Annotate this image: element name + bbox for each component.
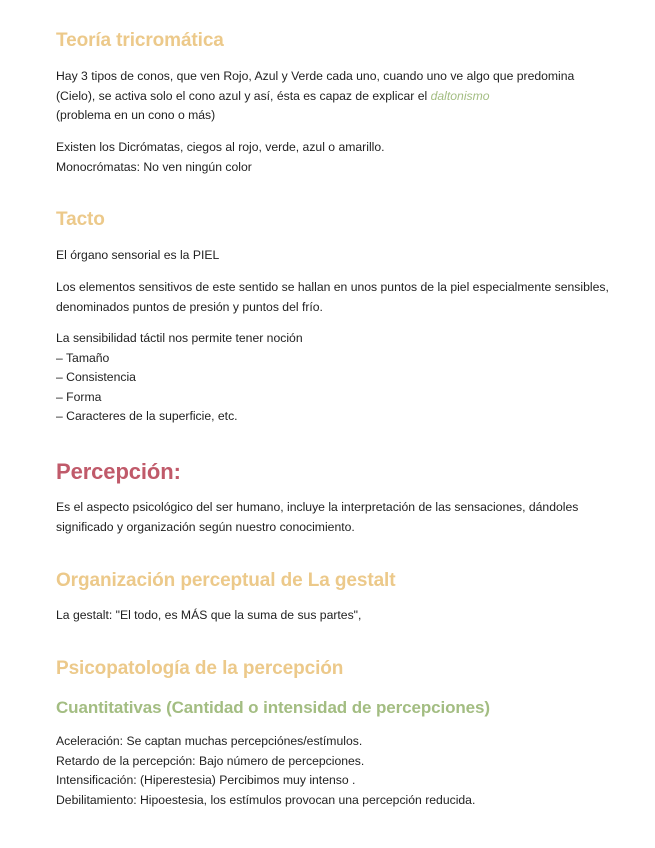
paragraph-organo: El órgano sensorial es la PIEL xyxy=(56,248,220,262)
daltonismo-link[interactable]: daltonismo xyxy=(430,88,490,103)
list-item: – Consistencia xyxy=(56,370,136,384)
heading-teoria-tricromatica: Teoría tricromática xyxy=(56,30,224,51)
paragraph-elementos: Los elementos sensitivos de este sentido se hallan en unos puntos de la piel especialmente sensibles, denominados puntos de presión y puntos del frío. xyxy=(56,280,609,314)
heading-tacto: Tacto xyxy=(56,209,105,230)
list-item: Debilitamiento: Hipoestesia, los estímulos provocan una percepción reducida. xyxy=(56,792,476,807)
subheading-cuantitativas: Cuantitativas (Cantidad o intensidad de percepciones) xyxy=(56,698,490,717)
paragraph-dicromatas xyxy=(56,138,616,177)
sensibilidad-intro: La sensibilidad táctil nos permite tener noción xyxy=(56,331,303,345)
list-item: Retardo de la percepción: Bajo número de percepciones. xyxy=(56,753,365,768)
list-item: – Caracteres de la superficie, etc. xyxy=(56,409,238,423)
list-item: – Tamaño xyxy=(56,350,110,365)
heading-gestalt: Organización perceptual de La gestalt xyxy=(56,570,396,591)
paragraph-conos xyxy=(56,67,616,126)
dicromatas-line: Existen los Dicrómatas, ciegos al rojo, verde, azul o amarillo. xyxy=(56,140,385,154)
paragraph-sensibilidad xyxy=(56,329,616,427)
list-item: – Forma xyxy=(56,389,102,404)
monocromatas-line: Monocrómatas: No ven ningún color xyxy=(56,159,252,174)
paragraph-conos-end: (problema en un cono o más) xyxy=(56,108,216,122)
heading-psicopatologia: Psicopatología de la percepción xyxy=(56,658,344,679)
heading-percepcion: Percepción: xyxy=(56,459,181,484)
paragraph-conos-text: Hay 3 tipos de conos, que ven Rojo, Azul y Verde cada uno, cuando uno ve algo que predomina (Cielo), se activa solo el cono azul y así, ésta es capaz de explicar el xyxy=(56,69,575,103)
paragraph-percepcion: Es el aspecto psicológico del ser humano, incluye la interpretación de las sensaciones, dándoles significado y organización según nuestro conocimiento. xyxy=(56,500,579,534)
list-item: Aceleración: Se captan muchas percepciónes/estímulos. xyxy=(56,734,363,748)
paragraph-cuantitativas xyxy=(56,732,616,810)
paragraph-gestalt: La gestalt: "El todo, es MÁS que la suma de sus partes", xyxy=(56,608,362,622)
list-item: Intensificación: (Hiperestesia) Percibimos muy intenso . xyxy=(56,773,356,787)
